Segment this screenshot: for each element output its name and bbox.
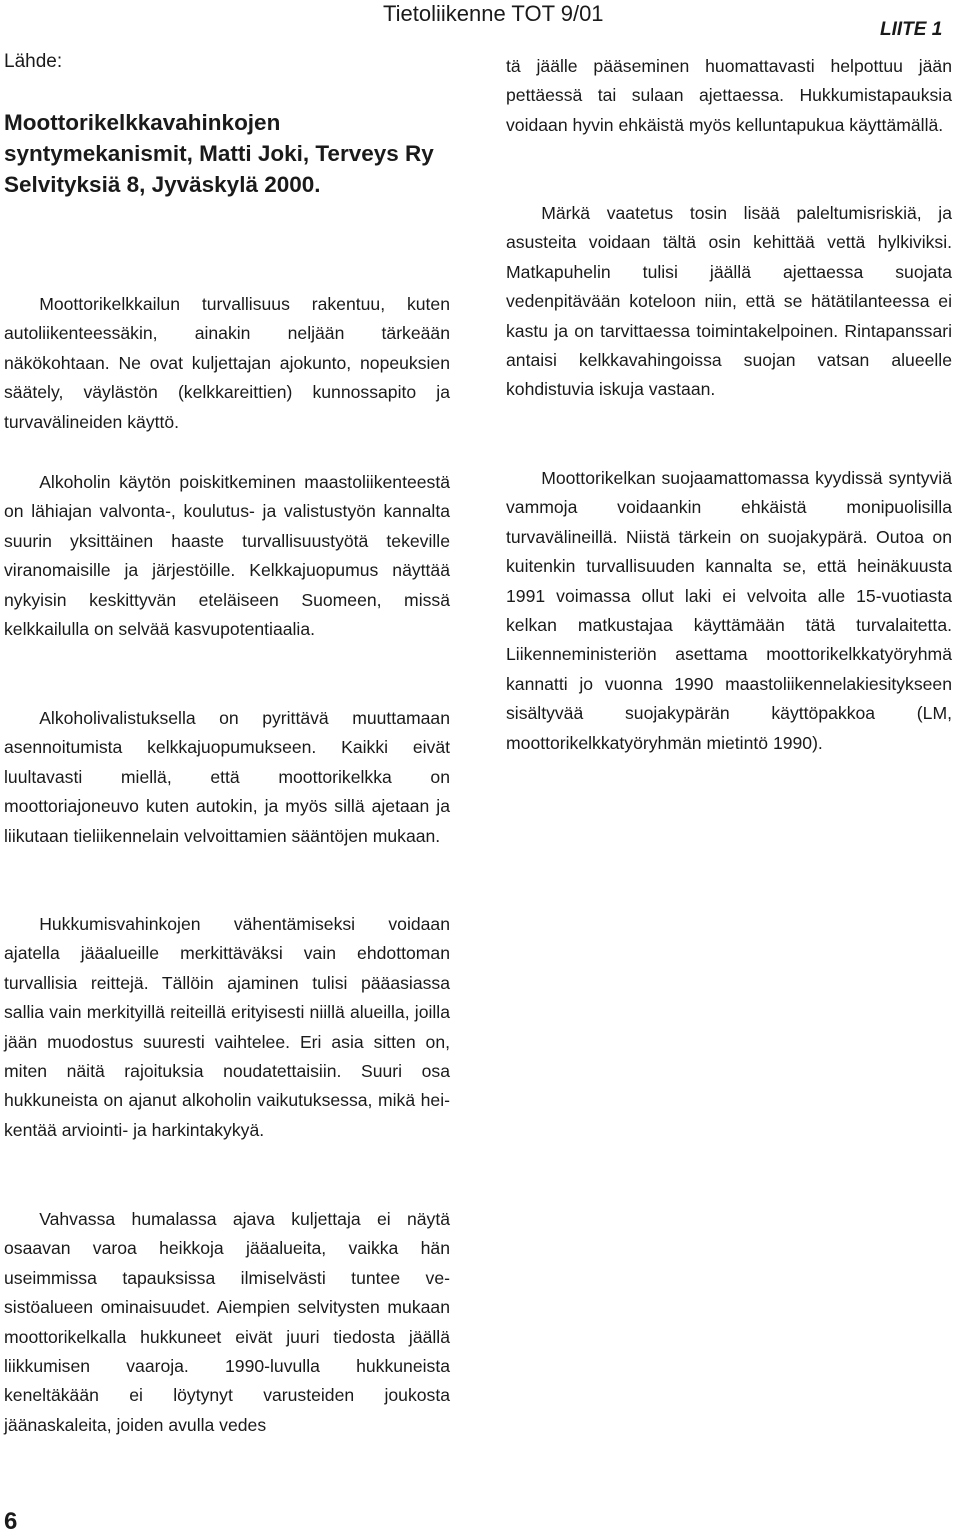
paragraph-intoxicated-driver: Vahvassa humalassa ajava kuljettaja ei näytä osaavan varoa heikkoja jääalueita, vaikka hän useimmissa tapauksissa ilmiselvästi tuntee vesistöalueen ominaisuudet. Aiempien selvitysten mukaan moottorikelkalla hukkuneet eivät juuri tiedosta jäällä liikkumisen vaaroja. 1990-luvulla hukkuneista keneltäkään ei löytynyt varusteiden joukosta jäänaskaleita, joiden avulla vedes xyxy=(4,1209,450,1435)
paragraph-passenger-helmet: Moottorikelkan suojaamattomassa kyydissä syntyviä vammoja voidaankin ehkäistä monipuolisilla turvavälineillä. Niistä tärkein on suojakypärä. Outoa on kuitenkin turvallisuuden kannalta se, että heinäkuusta 1991 voimassa ollut laki ei velvoita alle 15-vuotiasta kelkan matkustajaa käyttämään tätä turvalaitetta. Liikenneministeriön asettama moottorikelkkatyöryhmä kannatti jo vuonna 1990 maastoliikennelakiesitykseen sisältyvää suojakypärän käyttöpakkoa (LM, moottorikelkkatyöryhmän mietintö 1990). xyxy=(506,468,952,753)
appendix-label: LIITE 1 xyxy=(880,19,943,40)
source-title: Moottorikelkkavahinkojen syntymekanismit, Matti Joki, Terveys Ry Selvityksiä 8, Jyväskylä 2000. xyxy=(4,110,434,197)
paragraph-alcohol-traffic: Alkoholin käytön poiskitkeminen maastoliikenteestä on lähiajan valvonta-, koulutus- ja valistustyön kannalta suurin yksittäinen haaste turvallisuustyötä tekeville viranomaisille ja järjestöille. Kelkkajuopumus näyttää nykyisin keskittyvän eteläiseen Suomeen, missä kelkkailulla on selvää kasvupotentiaalia. xyxy=(4,472,450,640)
paragraph-safety-intro: Moottorikelkkailun turvallisuus rakentuu, kuten autoliikenteessäkin, ainakin neljään tärkeään näkökohtaan. Ne ovat kuljettajan ajokunto, nopeuksien säätely, väylästön (kelkkareittien) kunnossapito ja turvavälineiden käyttö. xyxy=(4,294,450,432)
paragraph-ice-picks-continued: tä jäälle pääseminen huomattavasti helpottuu jään pettäessä tai sulaan ajettaessa. Hukkumistapauksia voidaan hyvin ehkäistä myös kelluntapukua käyttämällä. xyxy=(506,56,952,135)
page-number: 6 xyxy=(4,1508,18,1535)
publication-title: Tietoliikenne TOT 9/01 xyxy=(383,1,604,26)
paragraph-wet-clothing: Märkä vaatetus tosin lisää paleltumisriskiä, ja asusteita voidaan tältä osin kehittää vettä hylkiviksi. Matkapuhelin tulisi jäällä ajettaessa suojata vedenpitävään koteloon niin, että se hätätilanteessa ei kastu ja on tarvittaessa toimintakelpoinen. Rintapanssari antaisi kelkkavahingoissa suojan vatsan alueelle kohdistuvia iskuja vastaan. xyxy=(506,203,952,400)
paragraph-drowning-prevention: Hukkumisvahinkojen vähentämiseksi voidaan ajatella jääalueille merkittäväksi vain ehdottoman turvallisia reittejä. Tällöin ajaminen tulisi pääasiassa sallia vain merkityillä reiteillä erityisesti niillä alueilla, joilla jään muodostus suuresti vaihtelee. Eri asia sitten on, miten näitä rajoituksia noudatettaisiin. Suuri osa hukkuneista on ajanut alkoholin vaikutuksessa, mikä heikentää arviointi- ja harkintakykyä. xyxy=(4,914,450,1140)
paragraph-alcohol-education: Alkoholivalistuksella on pyrittävä muuttamaan asennoitumista kelkkajuopumukseen. Kaikki eivät luultavasti miellä, että moottorikelkka on moottoriajoneuvo kuten autokin, ja myös sillä ajetaan ja liikutaan tieliikennelain velvoittamien sääntöjen mukaan. xyxy=(4,708,450,846)
source-label: Lähde: xyxy=(4,51,63,72)
